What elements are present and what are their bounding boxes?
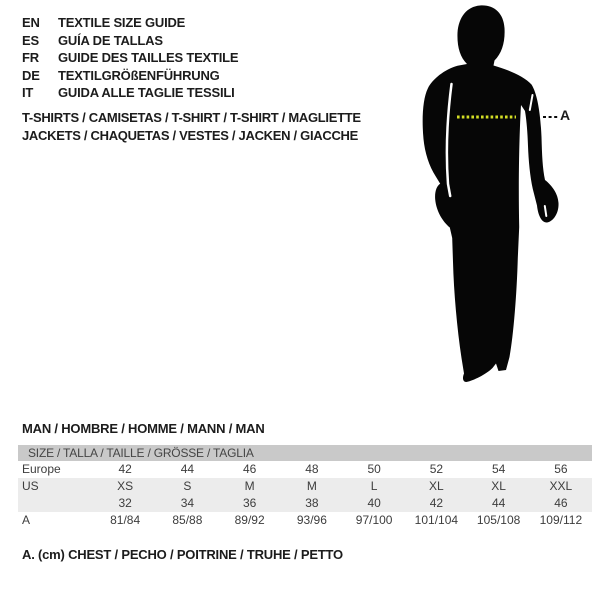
language-code: FR (22, 50, 39, 66)
size-cell: 93/96 (296, 513, 327, 527)
language-code: EN (22, 15, 40, 30)
size-cell: 85/88 (172, 513, 203, 527)
size-cell: 101/104 (414, 513, 459, 527)
size-cell: 44 (491, 496, 506, 510)
size-cell: 48 (305, 462, 319, 476)
size-cell: 50 (367, 462, 381, 476)
man-body-shape (423, 5, 559, 382)
size-cell: 44 (180, 462, 195, 476)
size-cell: 52 (429, 462, 444, 476)
size-cell: L (370, 479, 378, 493)
language-label: TEXTILE SIZE GUIDE (58, 15, 186, 30)
section-title-man: MAN / HOMBRE / HOMME / MANN / MAN (22, 421, 265, 436)
language-list (22, 14, 238, 102)
category-line-tshirts: T-SHIRTS / CAMISETAS / T-SHIRT / T-SHIRT / MAGLIETTE (22, 110, 361, 125)
language-code: ES (22, 32, 39, 48)
size-cell: 32 (118, 496, 132, 510)
table-row-us-numbers (18, 495, 592, 512)
table-row-europe (18, 461, 592, 478)
size-cell: 36 (242, 496, 257, 510)
category-line-jackets: JACKETS / CHAQUETAS / VESTES / JACKEN / GIACCHE (22, 128, 358, 143)
language-label: GUIDA ALLE TAGLIE TESSILI (58, 85, 235, 101)
row-label: A (22, 513, 31, 527)
size-cell: 46 (242, 462, 257, 476)
table-row-us-letters (18, 478, 592, 495)
size-cell: S (183, 479, 192, 493)
size-cell: 34 (180, 496, 195, 510)
language-row-de (22, 67, 238, 85)
man-silhouette (395, 0, 575, 400)
measure-label-a: A (560, 107, 571, 123)
size-cell: 38 (305, 496, 319, 510)
language-label: GUÍA DE TALLAS (58, 32, 163, 48)
size-cell: 54 (491, 462, 506, 476)
language-code: DE (22, 67, 40, 83)
language-row-fr (22, 49, 238, 67)
table-row-chest-cm (18, 512, 592, 529)
language-label: TEXTILGRÖßENFÜHRUNG (58, 67, 220, 83)
size-cell: 56 (554, 462, 568, 476)
garment-category-lines (22, 109, 361, 145)
row-label (18, 495, 94, 512)
size-cell: 97/100 (355, 513, 393, 527)
row-label: US (22, 479, 39, 493)
size-cell: XXL (549, 479, 573, 493)
size-cell: M (306, 479, 317, 493)
size-cell: 46 (554, 496, 568, 510)
size-table-header: SIZE / TALLA / TAILLE / GRÖSSE / TAGLIA (18, 445, 592, 461)
size-cell: 109/112 (539, 513, 583, 527)
size-cell: 40 (367, 496, 381, 510)
language-row-es (22, 32, 238, 50)
language-label: GUIDE DES TAILLES TEXTILE (58, 50, 239, 66)
size-cell: 105/108 (476, 513, 521, 527)
size-cell: 89/92 (234, 513, 265, 527)
size-cell: 42 (429, 496, 444, 510)
row-label: Europe (22, 462, 61, 476)
size-cell: M (244, 479, 255, 493)
size-cell: XL (429, 479, 444, 493)
measure-footnote: A. (cm) CHEST / PECHO / POITRINE / TRUHE / PETTO (22, 547, 343, 562)
size-cell: XL (491, 479, 506, 493)
size-table (18, 445, 592, 529)
size-cell: 81/84 (110, 513, 141, 527)
language-row-en (22, 14, 238, 32)
size-cell: XS (117, 479, 134, 493)
language-code: IT (22, 85, 34, 101)
language-row-it (22, 84, 238, 102)
size-cell: 42 (118, 462, 132, 476)
